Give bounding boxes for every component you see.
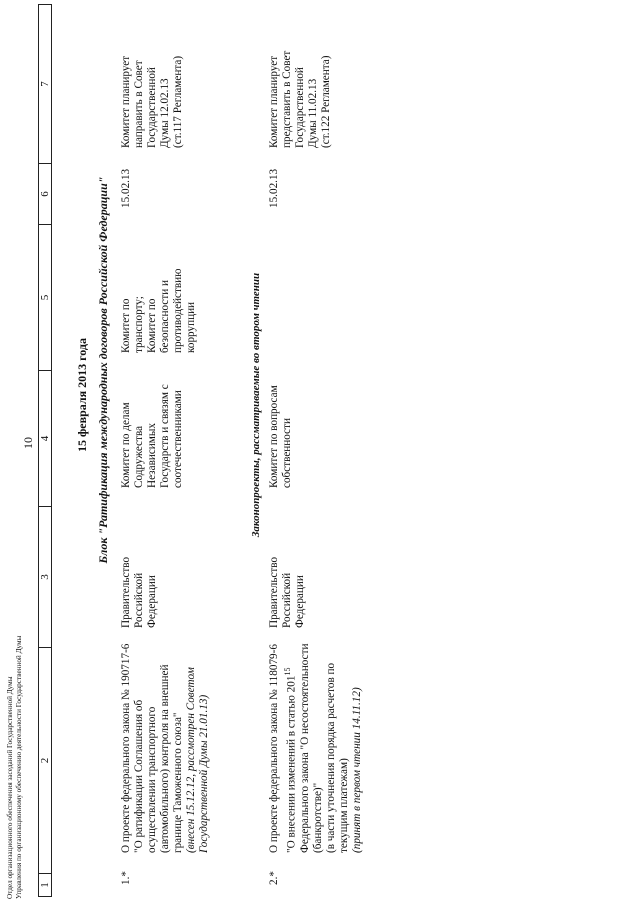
footer [6,539,23,899]
row-2-title-line: Федерального закона "О несостоятельности [298,643,311,853]
initiator-line: Правительство [120,556,132,628]
footer-line-1: Отдел организационного обеспечения заседаний Государственной Думы [6,676,14,899]
co-committee-line: противодействию [172,268,184,353]
page-number: 10 [21,437,35,449]
block-heading: Блок "Ратификация международных договоров Российской Федерации" [96,176,110,564]
col-header-7: 7 [39,5,52,164]
result-line: направить в Совет [133,60,145,148]
row-2-number: 2.* [268,871,280,885]
row-2-committee [268,385,294,488]
result-line: представить в Совет [281,50,293,148]
row-2-title-line-text: "О внесении изменений в статью 201 [285,675,298,853]
row-1-title-line: О проекте федерального закона № 190717-6 [120,643,132,853]
col-header-1: 1 [39,874,52,897]
row-1-title-line: осуществлении транспортного [146,706,158,853]
row-1-co-committee [120,268,198,353]
committee-line: Комитет по вопросам [268,385,280,488]
row-1-note-line: Государственной Думы 21.01.13) [198,694,210,853]
row-1-number: 1.* [120,871,132,885]
co-committee-line: Комитет по [120,298,132,353]
committee-line: Комитет по делам [120,402,132,488]
result-line: Государственной [146,67,158,148]
row-2-note-line: (принят в первом чтении 14.11.12) [350,687,363,853]
col-header-2: 2 [39,648,52,874]
co-committee-line: Комитет по [146,298,158,353]
col-header-4: 4 [39,371,52,507]
committee-line: Государств и связям с [159,384,171,488]
row-2-result [268,51,333,148]
initiator-line: Федерации [146,575,158,628]
committee-line: Независимых [146,423,158,488]
row-1-title-line: "О ратификации Соглашения об [133,699,145,853]
result-line: Думы 11.02.13 [307,78,319,148]
committee-line: собственности [281,418,293,488]
row-1-note-line: (внесен 15.12.12, рассмотрен Советом [185,667,197,853]
col-header-5: 5 [39,225,52,371]
initiator-line: Российской [281,572,293,628]
table-header [38,4,52,897]
committee-line: Содружества [133,425,145,488]
row-2-date: 15.02.13 [268,168,280,208]
result-line: Комитет планирует [268,55,280,148]
row-1-date: 15.02.13 [120,168,132,208]
row-2-title-line: текущим платежам) [337,758,350,853]
row-1-title-line: (автомобильного) контроля на внешней [159,664,171,853]
committee-line: соотечественниками [172,390,184,488]
col-header-3: 3 [39,507,52,648]
co-committee-line: транспорту; [133,296,145,353]
title-superscript: 15 [283,667,292,676]
result-line: (ст.117 Регламента) [172,55,184,148]
row-1-result [120,56,185,148]
row-1-initiator [120,557,159,628]
col-header-6: 6 [39,164,52,225]
co-committee-line: безопасности и [159,280,171,353]
initiator-line: Российской [133,572,145,628]
row-2-initiator [268,557,307,628]
initiator-line: Федерации [294,575,306,628]
row-1-title-line: границе Таможенного союза" [172,712,184,853]
row-2-title-line: (в части уточнения порядка расчетов по [324,662,337,853]
result-line: (ст.122 Регламента) [320,55,332,148]
row-1-committee [120,384,185,488]
result-line: Думы 12.02.13 [159,78,171,148]
section-heading: Законопроекты, рассматриваемые во втором чтении [250,272,262,538]
co-committee-line: коррупции [185,301,197,353]
initiator-line: Правительство [268,556,280,628]
result-line: Комитет планирует [120,55,132,148]
row-2-title-line: О проекте федерального закона № 118079-6 [268,644,280,853]
row-2-title-line: (банкротстве)" [311,782,324,853]
date-heading: 15 февраля 2013 года [75,338,89,452]
row-2-title-line [281,643,299,853]
footer-line-2: Управления по организационному обеспечению деятельности Государственной Думы [14,635,23,899]
row-1-title [120,644,211,853]
result-line: Государственной [294,67,306,148]
row-2-title [268,643,364,853]
